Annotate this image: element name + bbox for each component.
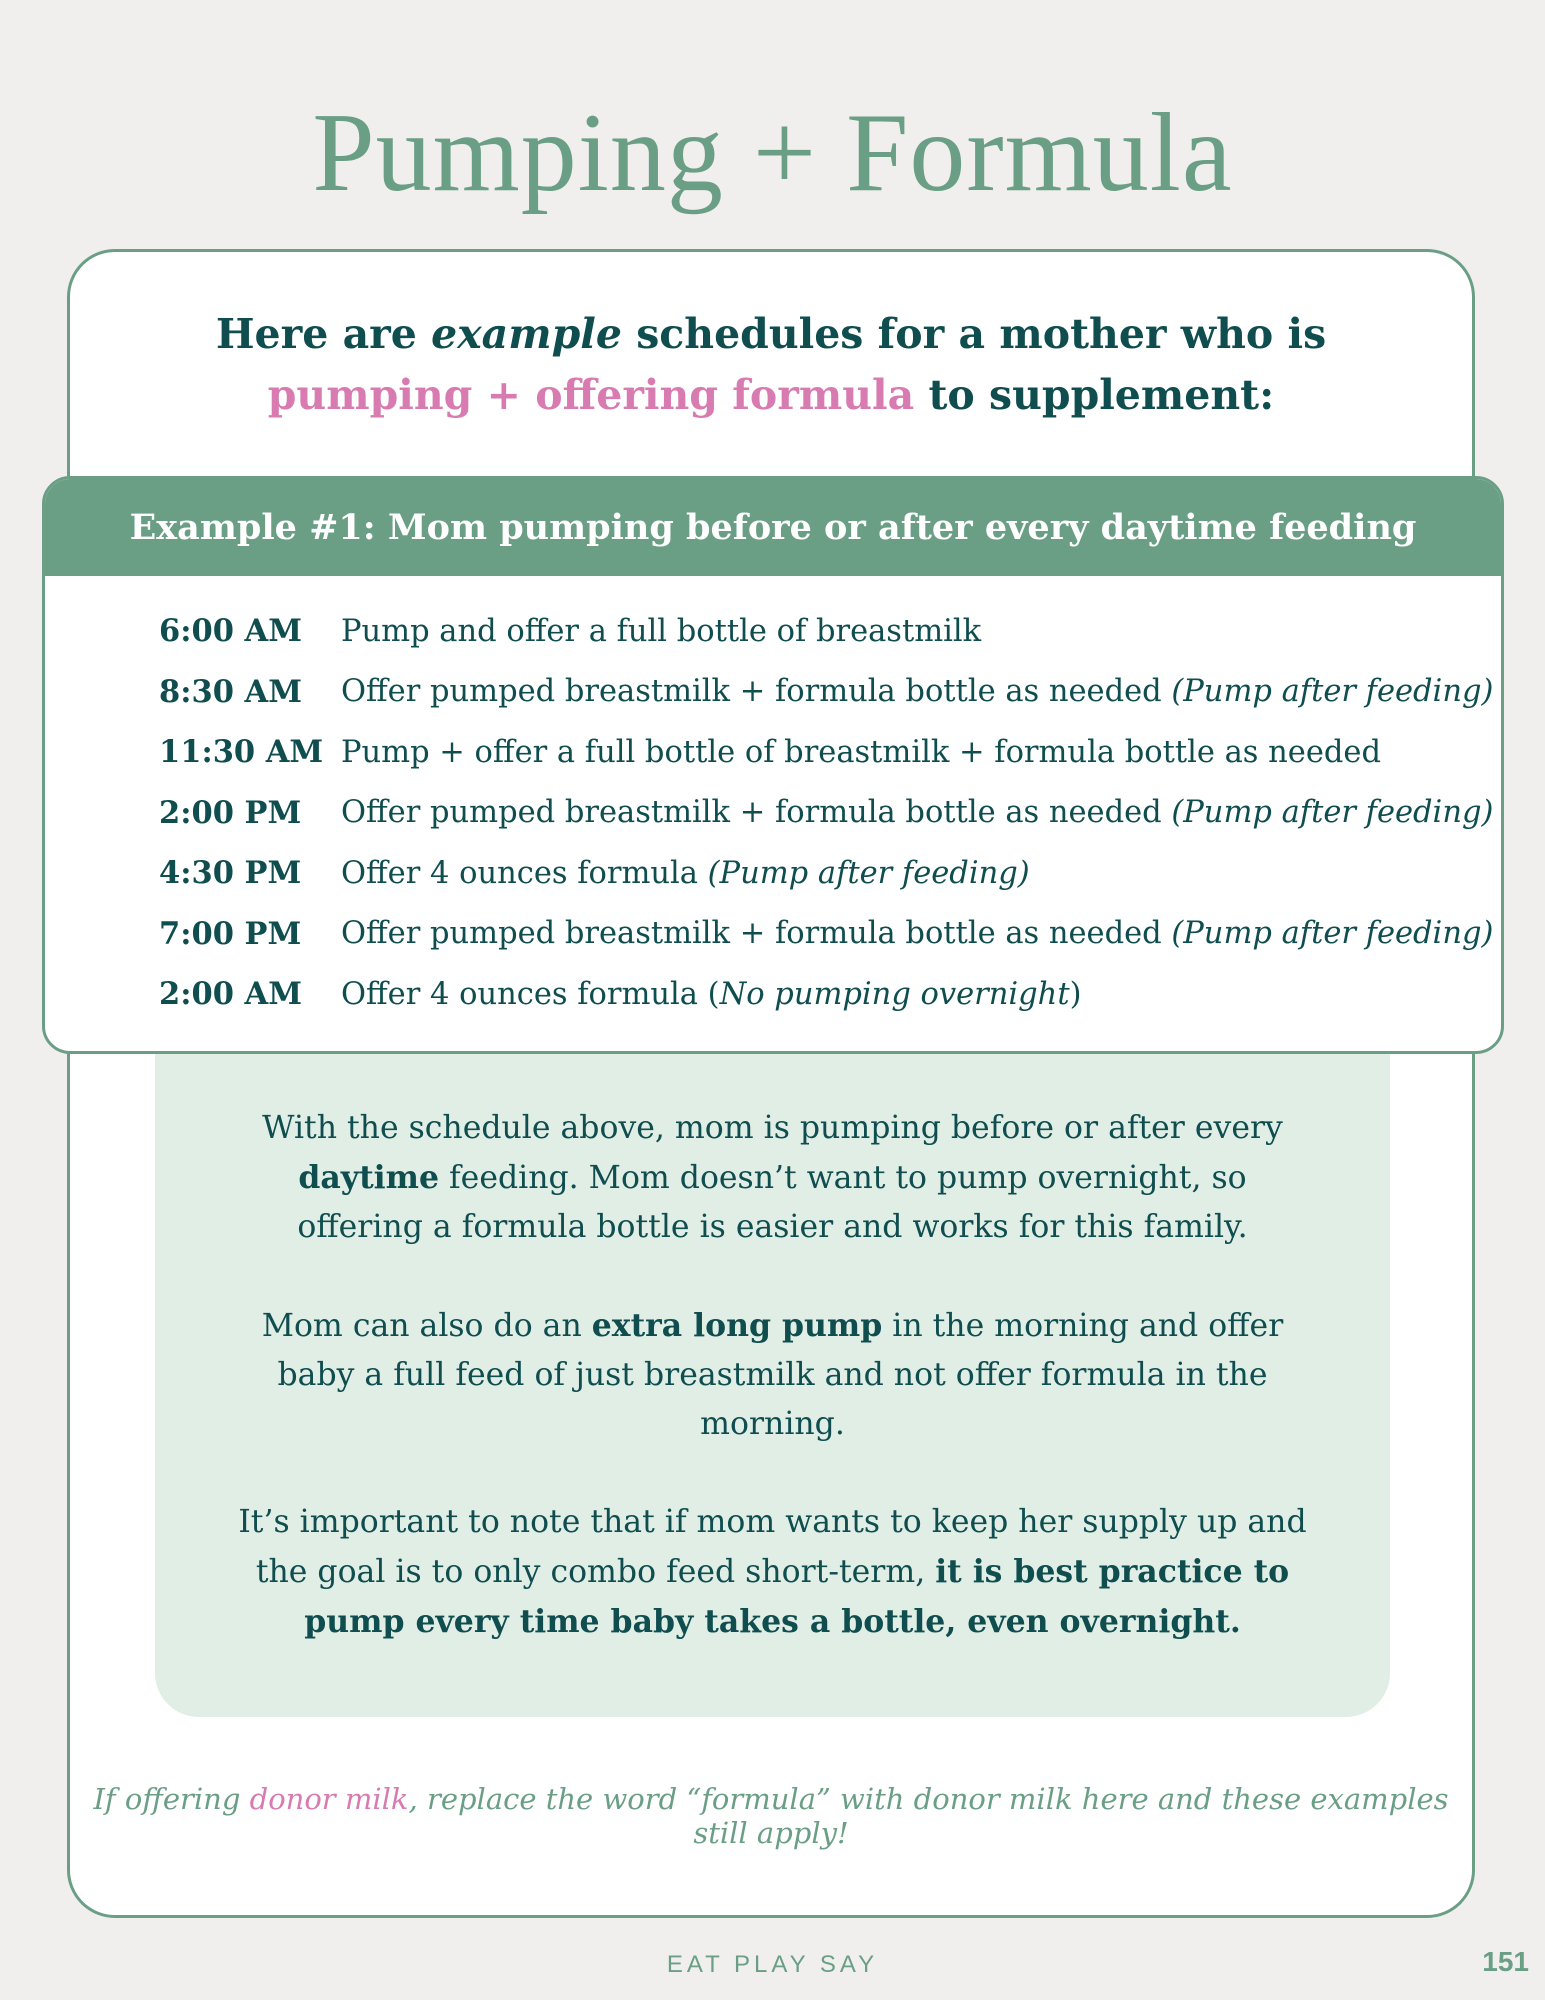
intro-text: to supplement:: [914, 371, 1275, 419]
schedule-row: [45, 783, 1501, 844]
donor-milk-note: [67, 1782, 1475, 1850]
intro-emphasis: example: [431, 310, 622, 358]
footer-brand: EAT PLAY SAY: [666, 1951, 879, 1978]
text: , replace the word “formula” with donor milk here and these examples: [408, 1782, 1449, 1816]
page-number: 151: [1482, 1946, 1529, 1977]
schedule-description: [341, 614, 981, 649]
text: Mom can also do an: [261, 1308, 592, 1344]
intro-highlight: pumping + offering formula: [267, 371, 915, 419]
example-header: Example #1: Mom pumping before or after every daytime feeding: [45, 479, 1501, 576]
intro-heading: [67, 304, 1475, 426]
schedule-time: 4:30 PM: [159, 855, 302, 892]
text: It’s important to note that if mom wants to keep her supply up and: [238, 1504, 1307, 1540]
explanation-paragraph: [155, 1498, 1390, 1647]
schedule-text: ): [1069, 976, 1082, 1012]
text: morning.: [700, 1406, 845, 1442]
bold-text: pump every time baby takes a bottle, even overnight.: [304, 1603, 1241, 1640]
schedule-row: [45, 843, 1501, 904]
schedule-text: Pump and offer a full bottle of breastmilk: [341, 613, 982, 649]
bold-text: daytime: [298, 1159, 440, 1196]
schedule-description: [341, 916, 1493, 951]
donor-milk-highlight: donor milk: [249, 1782, 409, 1816]
schedule-note: (Pump after feeding): [1171, 795, 1494, 831]
schedule-row: [45, 904, 1501, 965]
schedule-row: [45, 662, 1501, 723]
schedule-time: 11:30 AM: [159, 734, 324, 771]
schedule-time: 2:00 PM: [159, 794, 302, 831]
schedule-description: [341, 795, 1493, 830]
intro-line-1: [67, 304, 1475, 365]
text: If offering: [93, 1782, 250, 1816]
schedule-description: [341, 977, 1082, 1012]
schedule-note: No pumping overnight: [719, 976, 1070, 1012]
schedule-note: (Pump after feeding): [707, 855, 1030, 891]
text: With the schedule above, mom is pumping before or after every: [262, 1110, 1283, 1146]
schedule-row: [45, 601, 1501, 662]
explanation-paragraph: [155, 1104, 1390, 1252]
schedule-time: 2:00 AM: [159, 976, 302, 1013]
text: feeding. Mom doesn’t want to pump overnight, so: [439, 1160, 1247, 1196]
schedule-text: Offer 4 ounces formula: [341, 855, 708, 891]
schedule-description: [341, 674, 1493, 709]
schedule-text: Offer 4 ounces formula (: [341, 976, 720, 1012]
schedule-text: Pump + offer a full bottle of breastmilk + formula bottle as needed: [341, 734, 1381, 770]
schedule-description: [341, 735, 1381, 770]
text: in the morning and offer: [882, 1308, 1284, 1344]
donor-line-1: [67, 1782, 1475, 1816]
intro-text: Here are: [215, 310, 432, 358]
explanation-paragraph: [155, 1301, 1390, 1449]
intro-text: schedules for a mother who is: [621, 310, 1327, 358]
schedule-description: [341, 856, 1030, 891]
text: offering a formula bottle is easier and works for this family.: [297, 1209, 1248, 1245]
example-schedule-box: [42, 476, 1504, 1054]
schedule-text: Offer pumped breastmilk + formula bottle as needed: [341, 674, 1172, 710]
schedule-time: 7:00 PM: [159, 915, 302, 952]
page-title: Pumping + Formula: [312, 91, 1233, 215]
donor-line-2: still apply!: [693, 1816, 849, 1850]
schedule-time: 6:00 AM: [159, 613, 302, 650]
schedule-time: 8:30 AM: [159, 673, 302, 710]
intro-line-2: [67, 365, 1475, 426]
bold-text: extra long pump: [591, 1307, 883, 1344]
text: baby a full feed of just breastmilk and not offer formula in the: [277, 1357, 1268, 1393]
schedule-text: Offer pumped breastmilk + formula bottle as needed: [341, 795, 1172, 831]
schedule-row: [45, 964, 1501, 1025]
schedule-note: (Pump after feeding): [1171, 674, 1494, 710]
schedule-list: [45, 601, 1501, 1025]
schedule-text: Offer pumped breastmilk + formula bottle as needed: [341, 916, 1172, 952]
explanation-box: [155, 1054, 1390, 1717]
schedule-note: (Pump after feeding): [1171, 916, 1494, 952]
text: the goal is to only combo feed short-term,: [255, 1554, 936, 1590]
bold-text: it is best practice to: [935, 1553, 1290, 1590]
schedule-row: [45, 722, 1501, 783]
